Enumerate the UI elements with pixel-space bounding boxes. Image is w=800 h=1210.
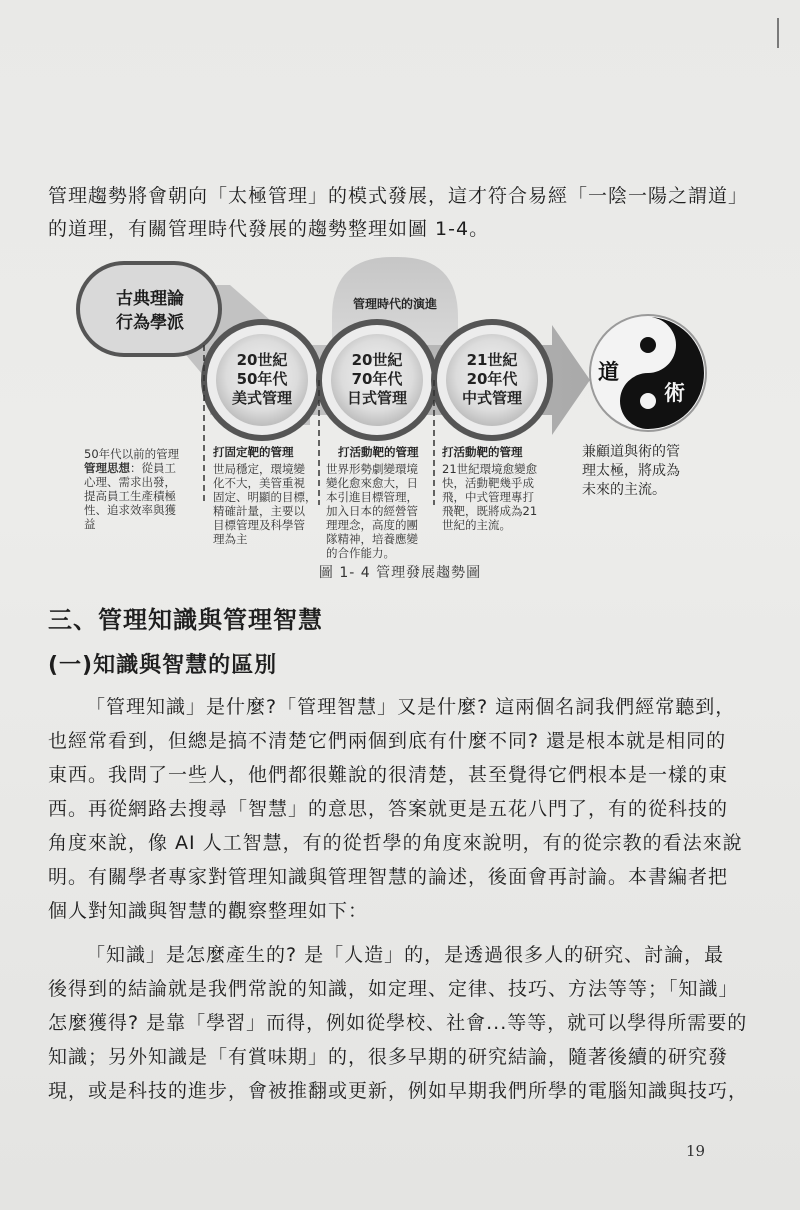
paragraph-1 (48, 690, 743, 928)
figure-1-4 (70, 255, 710, 560)
subsection-title: (一)知識與智慧的區別 (48, 653, 278, 678)
section-title: 三、管理知識與管理智慧 (48, 606, 323, 634)
shu-character: 術 (664, 381, 685, 405)
desc-50s: 打固定靶的管理 世局穩定，環境變 化不大，美管重視 固定、明顯的目標， 精確計量，主要以 目標管理及科學管 理為主 (213, 445, 317, 546)
text-line: 也經常看到，但總是搞不清楚它們兩個到底有什麼不同? 還是根本就是相同的 (48, 730, 727, 752)
text-line: 個人對知識與智慧的觀察整理如下： (48, 900, 369, 922)
desc-20s: 打活動靶的管理 21世紀環境愈變愈 快，活動靶幾乎成 飛，中式管理專打 飛靶，既將成為21 世紀的主流。 (442, 445, 538, 532)
intro-line: 的道理，有關管理時代發展的趨勢整理如圖 1-4。 (48, 218, 490, 240)
text-line: 現，或是科技的進步，會被推翻或更新，例如早期我們所學的電腦知識與技巧， (48, 1080, 749, 1102)
text-line: 「管理知識」是什麼?「管理智慧」又是什麼? 這兩個名詞我們經常聽到， (86, 696, 736, 718)
body-text (48, 690, 749, 1118)
text-line: 角度來說，像 AI 人工智慧，有的從哲學的角度來說明，有的從宗教的看法來說 (48, 832, 743, 854)
page-edge-mark (777, 18, 779, 48)
desc-70s: 打活動靶的管理 世界形勢劇變環境 變化愈來愈大，日 本引進目標管理， 加入日本的經營管 理理念，高度的團 隊精神，培養應變 的合作能力。 (326, 445, 419, 560)
text-line: 怎麼獲得? 是靠「學習」而得，例如從學校、社會...等等，就可以學得所需要的 (48, 1012, 748, 1034)
desc-pre50s: 50年代以前的管理 管理思想：從員工 心理、需求出發， 提高員工生產積極 性、追求效率與獲 益 (84, 447, 180, 531)
text-line: 西。再從網路去搜尋「智慧」的意思，答案就更是五花八門了，有的從科技的 (48, 798, 729, 820)
figure-caption: 圖 1- 4 管理發展趨勢圖 (318, 565, 482, 581)
intro-line: 管理趨勢將會朝向「太極管理」的模式發展，這才符合易經「一陰一陽之謂道」 (48, 185, 749, 207)
text-line: 東西。我問了一些人，他們都很難說的很清楚，甚至覺得它們根本是一樣的東 (48, 764, 729, 786)
figure-header: 管理時代的演進 (352, 297, 437, 311)
circle-70s-label: 20世紀 70年代 日式管理 (346, 351, 407, 407)
dao-character: 道 (598, 360, 619, 384)
intro-paragraph (48, 180, 749, 246)
page-number: 19 (686, 1142, 706, 1160)
text-line: 知識；另外知識是「有賞味期」的，很多早期的研究結論，隨著後續的研究發 (48, 1046, 729, 1068)
start-label: 古典理論 行為學派 (116, 289, 184, 333)
text-line: 「知識」是怎麼產生的? 是「人造」的，是透過很多人的研究、討論，最 (86, 944, 725, 966)
text-line: 後得到的結論就是我們常說的知識，如定理、定律、技巧、方法等等；「知識」 (48, 978, 739, 1000)
circle-50s-label: 20世紀 50年代 美式管理 (231, 351, 292, 407)
paragraph-2 (48, 938, 749, 1108)
text-line: 明。有關學者專家對管理知識與管理智慧的論述，後面會再討論。本書編者把 (48, 866, 729, 888)
desc-future: 兼顧道與術的管 理太極，將成為 未來的主流。 (582, 444, 680, 498)
circle-20s-label: 21世紀 20年代 中式管理 (461, 351, 522, 407)
